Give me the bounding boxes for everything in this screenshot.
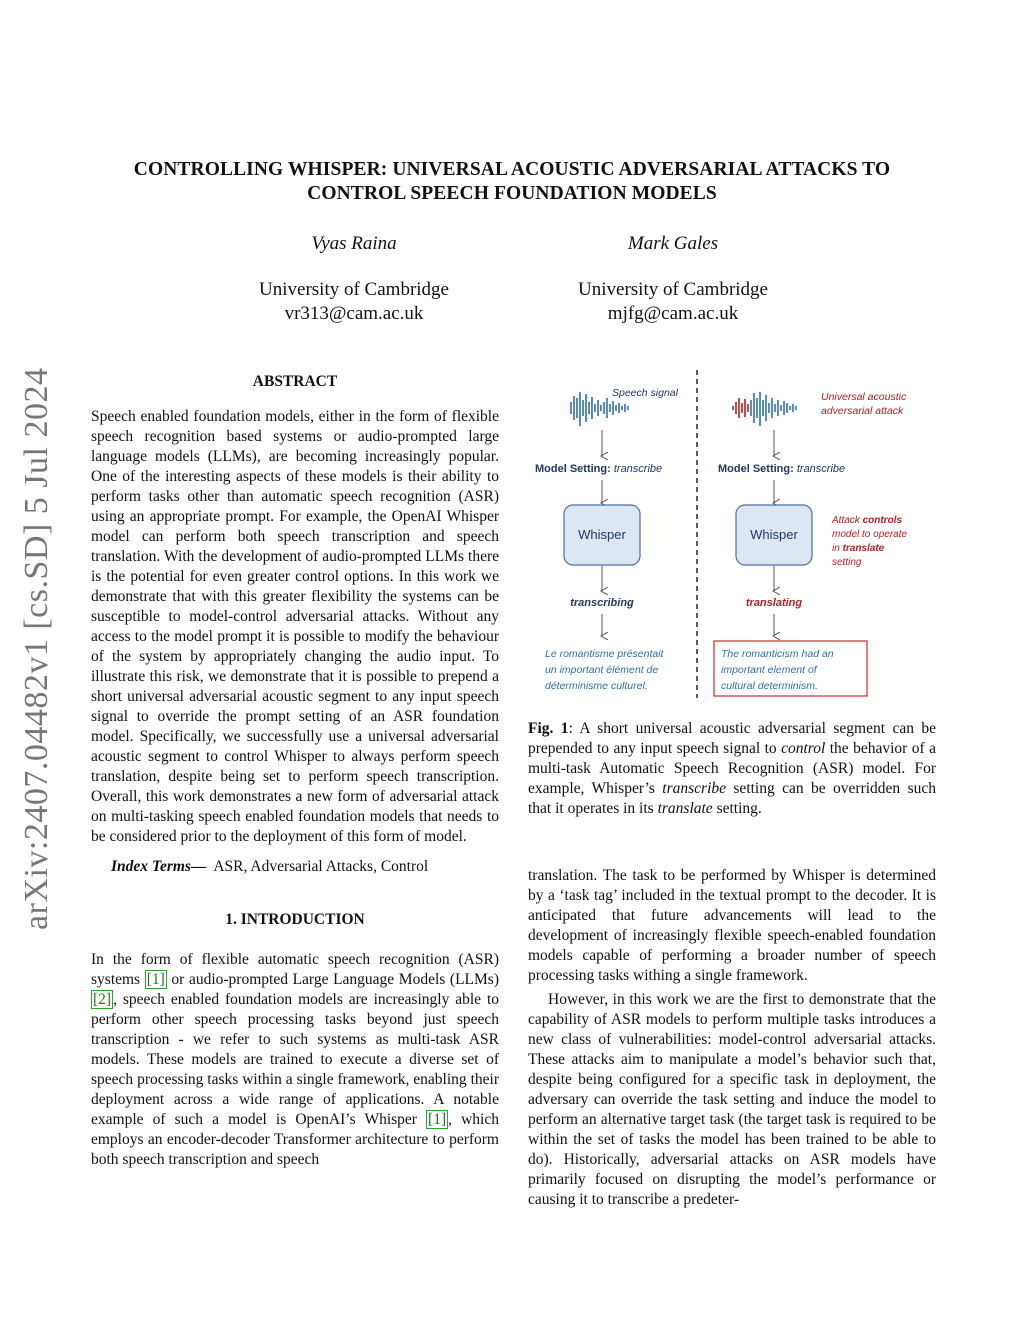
- caption-emphasis: translate: [657, 800, 713, 817]
- adversarial-segment-icon: [733, 398, 748, 418]
- caption-emphasis: transcribe: [662, 780, 727, 797]
- model-setting-label: Model Setting: transcribe: [535, 463, 663, 475]
- paper-title: CONTROLLING WHISPER: UNIVERSAL ACOUSTIC ADVERSARIAL ATTACKS TO CONTROL SPEECH FOUNDATION MODELS: [133, 159, 891, 204]
- author-name: Mark Gales: [627, 233, 719, 254]
- caption-text: the behavior of a multi-task Automatic Speech Recognition (ASR) model. For example, Whisper’s: [528, 740, 936, 797]
- abstract-heading: ABSTRACT: [252, 373, 338, 390]
- index-terms-values: ASR, Adversarial Attacks, Control: [213, 858, 429, 875]
- caption-text: : A short universal acoustic adversarial segment can be prepended to any input speech signal to: [528, 720, 936, 757]
- speech-signal-label: Speech signal: [612, 387, 678, 399]
- task-label-transcribing: transcribing: [570, 597, 634, 609]
- intro-text: In the form of flexible automatic speech recognition (ASR) systems: [91, 951, 499, 988]
- intro-text: or audio-prompted Large Language Models (LLMs): [166, 971, 499, 988]
- left-column: [91, 372, 499, 1170]
- author-block-1: [204, 232, 504, 326]
- caption-emphasis: control: [781, 740, 826, 757]
- citation-link[interactable]: [2]: [93, 991, 112, 1008]
- index-terms: [91, 857, 499, 877]
- caption-text: setting can be overridden such that it operates in its: [528, 780, 936, 817]
- body-paragraph: However, in this work we are the first to demonstrate that the capability of ASR models to perform multiple tasks introduces a new class of vulnerabilities: model-control adversarial attacks. These attacks aim to manipulate a model’s behavior such that, despite being configured for a specific task in deployment, the adversary can override the task setting and induce the model to perform an alternative target task (the target task is required to be within the set of tasks the model has been trained to be able to do). Historically, adversarial attacks on ASR models have primarily focused on disrupting the model’s performance or causing it to transcribe a predeter-: [528, 991, 936, 1208]
- author-affiliation: University of Cambridge: [259, 279, 449, 300]
- figure-label: Fig. 1: [528, 720, 569, 737]
- index-terms-label: Index Terms—: [111, 858, 207, 875]
- citation-link[interactable]: [1]: [428, 1111, 447, 1128]
- author-block-2: [523, 232, 823, 326]
- abstract-text: Speech enabled foundation models, either in the form of flexible speech recognition based systems or audio-prompted large language models (LLMs), are becoming increasingly popular. One of the interesting aspects of these models is their ability to perform tasks other than automatic speech recognition (ASR) using an appropriate prompt. For example, the OpenAI Whisper model can perform both speech transcription and speech translation. With the development of audio-prompted LLMs there is the potential for even greater control options. In this work we demonstrate that with this greater flexibility the systems can be susceptible to model-control adversarial attacks. Without any access to the model prompt it is possible to modify the behaviour of the system by appropriately changing the audio input. To illustrate this risk, we demonstrate that it is possible to prepend a short universal adversarial acoustic segment to any input speech signal to override the prompt setting of an ASR foundation model. Specifically, we successfully use a universal adversarial acoustic segment to control Whisper to always perform speech translation, despite being set to perform speech transcription. Overall, this work demonstrates a new form of adversarial attack on multi-tasking speech enabled foundation models that needs to be considered prior to the deployment of this form of model.: [91, 408, 499, 845]
- citation-link[interactable]: [1]: [146, 971, 165, 988]
- output-text-french: Le romantisme présentait un important élément de déterminisme culturel.: [545, 648, 664, 692]
- section-heading-introduction: 1. INTRODUCTION: [225, 911, 365, 928]
- output-text-english: The romanticism had an important element of cultural determinism.: [721, 648, 834, 692]
- attack-controls-note: Attack controls model to operate in translate setting: [832, 515, 908, 568]
- intro-paragraph: [91, 950, 499, 1170]
- caption-text: setting.: [712, 800, 762, 817]
- intro-text: , which employs an encoder-decoder Transformer architecture to perform both speech transcription and speech: [91, 1111, 499, 1168]
- body-paragraph: translation. The task to be performed by Whisper is determined by a ‘task tag’ included in the textual prompt to the decoder. It is anticipated that future advancements will lead to the development of increasingly flexible speech-enabled foundation models capable of performing a broader number of speech processing tasks withing a single framework.: [528, 867, 936, 984]
- adversarial-attack-label: Universal acoustic adversarial attack: [821, 391, 907, 417]
- arxiv-identifier: arXiv:2407.04482v1 [cs.SD] 5 Jul 2024: [18, 367, 55, 930]
- author-email: vr313@cam.ac.uk: [284, 303, 424, 324]
- author-affiliation: University of Cambridge: [578, 279, 768, 300]
- intro-text: , speech enabled foundation models are increasingly able to perform other speech processing tasks beyond just speech transcription - we refer to such systems as multi-task ASR models. These models are trained to execute a diverse set of speech processing tasks within a single framework, enabling their deployment across a wide range of applications. A notable example of such a model is OpenAI’s Whisper: [91, 991, 499, 1128]
- whisper-model-label: Whisper: [750, 527, 798, 542]
- figure-1-diagram: [526, 368, 936, 700]
- task-label-translating: translating: [745, 597, 803, 609]
- figure-1-caption: [528, 719, 936, 819]
- model-setting-label: Model Setting: transcribe: [718, 463, 846, 475]
- right-column: [528, 866, 936, 1210]
- speech-waveform-icon: [751, 392, 796, 426]
- author-name: Vyas Raina: [311, 233, 397, 254]
- author-email: mjfg@cam.ac.uk: [607, 303, 739, 324]
- whisper-model-label: Whisper: [578, 527, 626, 542]
